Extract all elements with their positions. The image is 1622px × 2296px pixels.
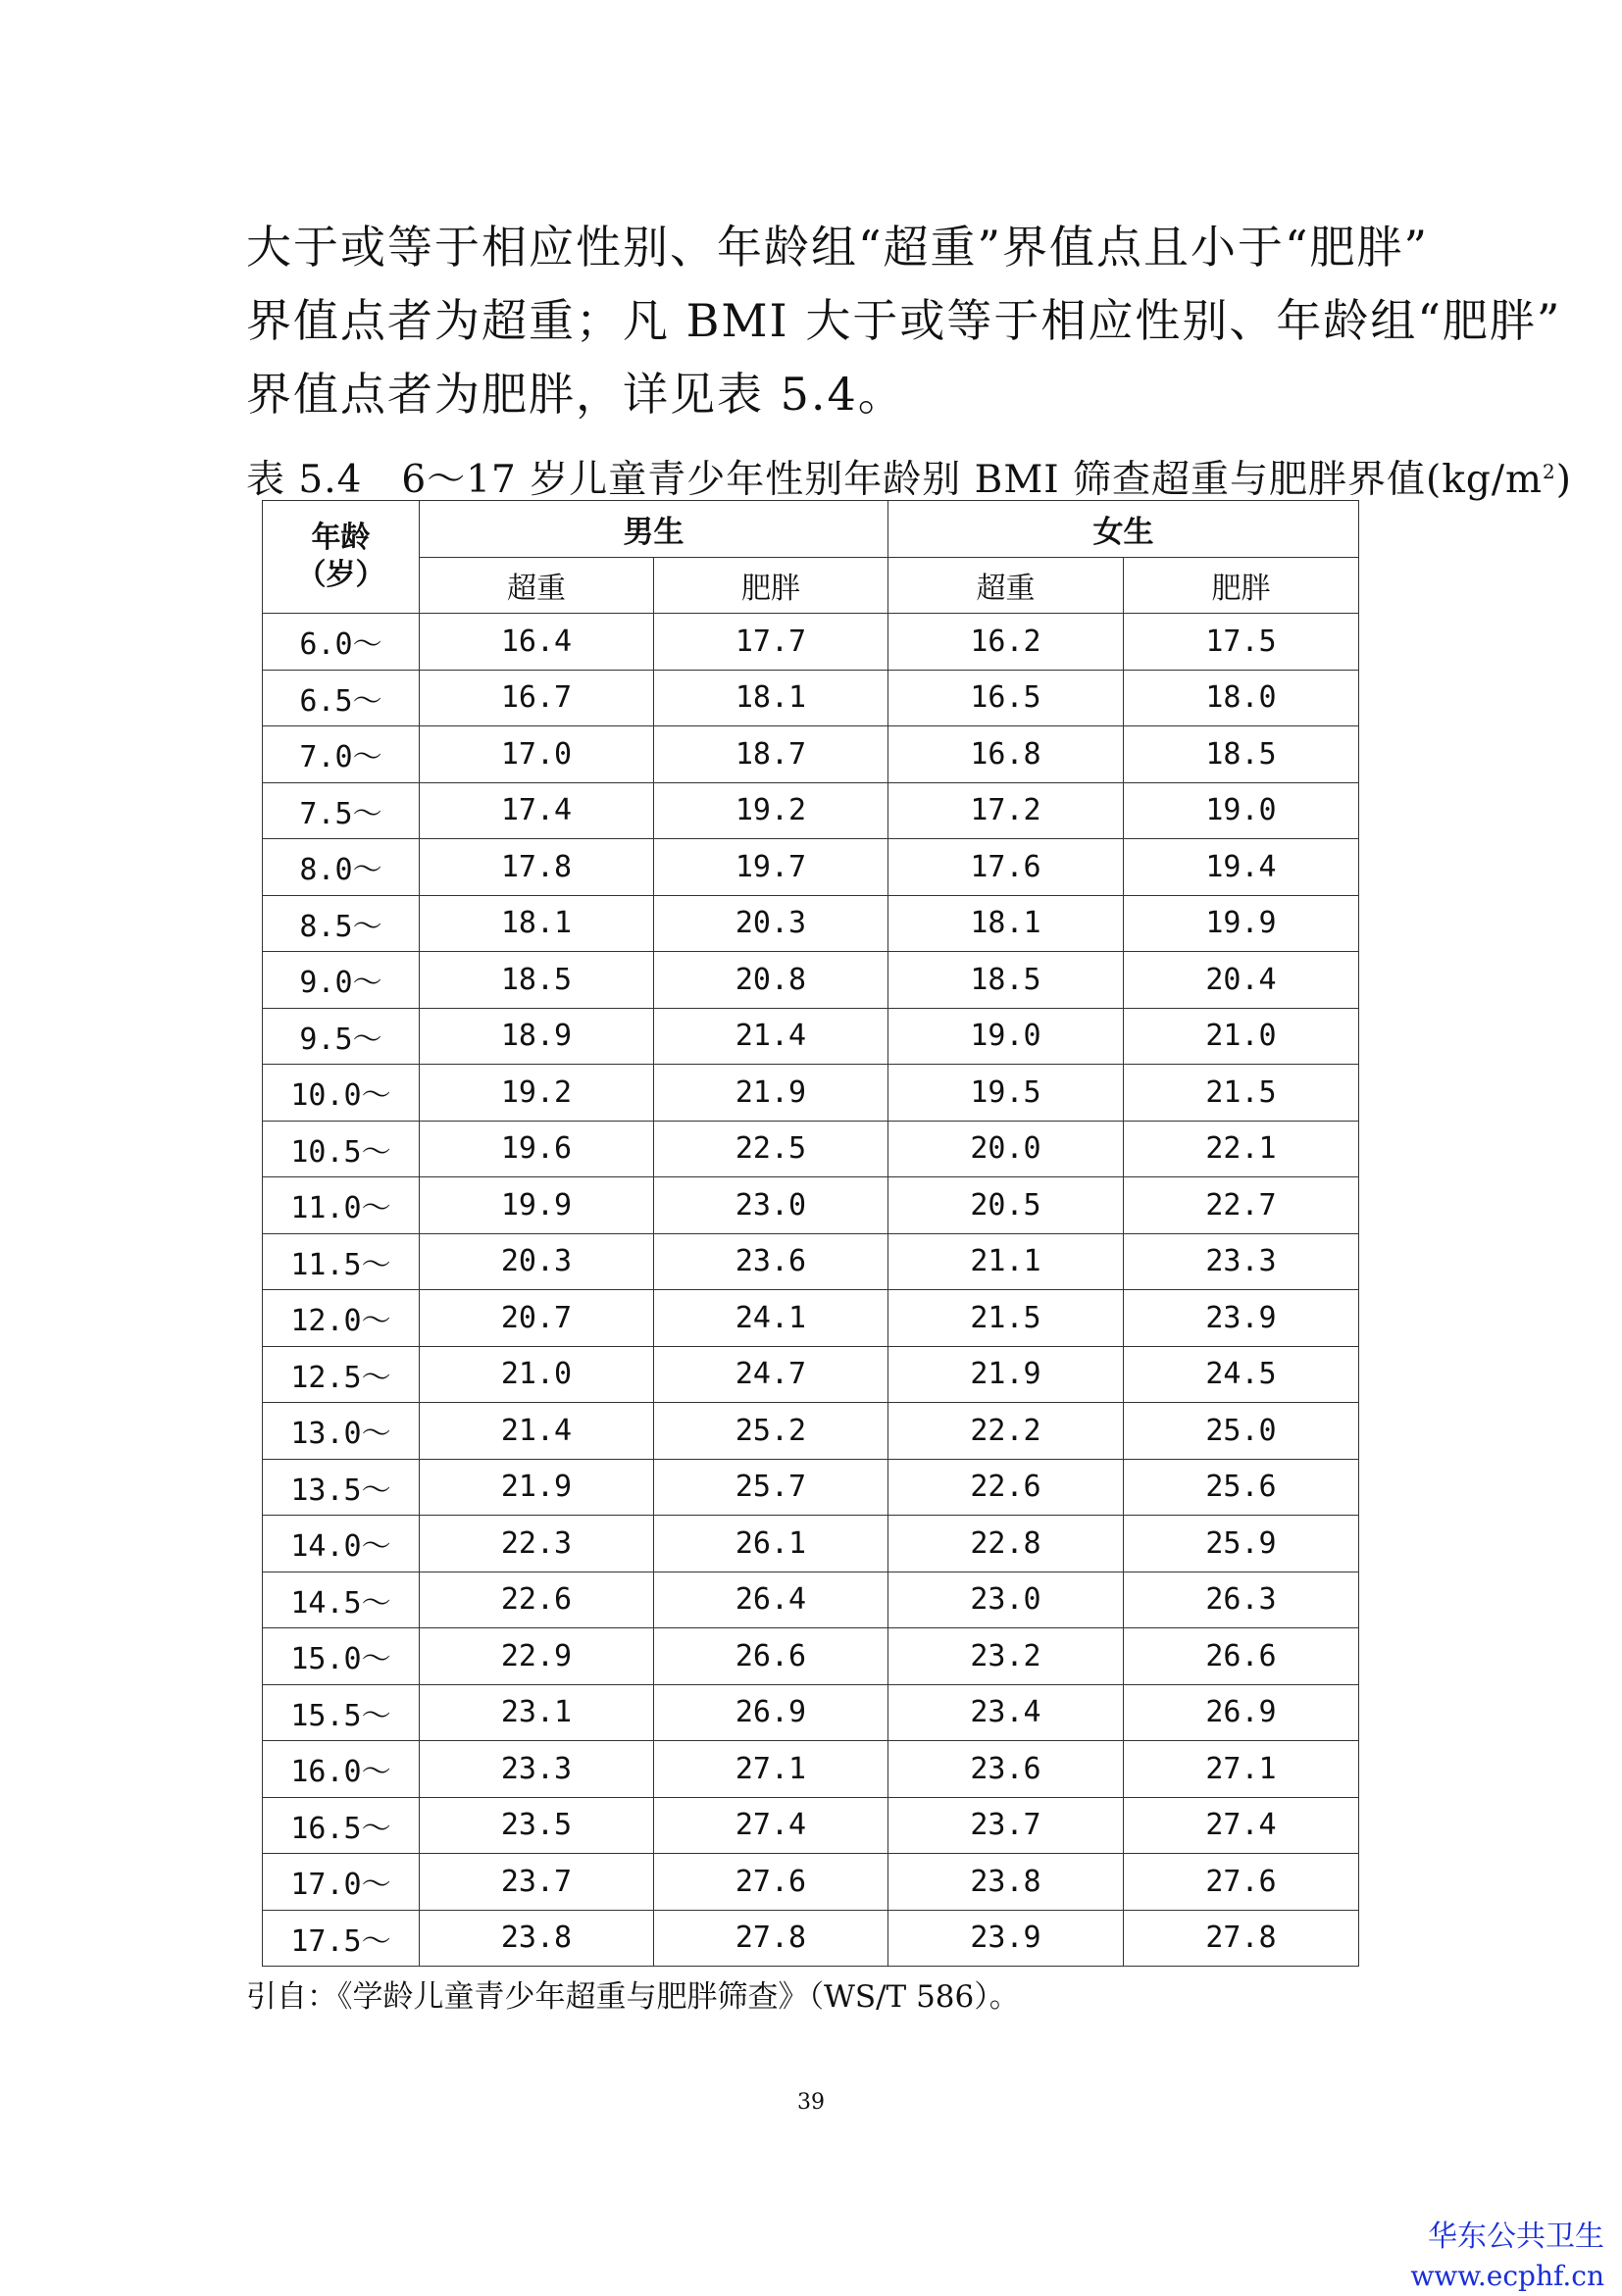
paragraph-line: 界值点者为肥胖，详见表 5.4。 bbox=[246, 368, 905, 421]
male-obese-cell: 24.7 bbox=[654, 1346, 888, 1403]
male-overweight-cell: 23.7 bbox=[420, 1854, 654, 1911]
male-obese-cell: 21.9 bbox=[654, 1065, 888, 1122]
female-obese-cell: 21.0 bbox=[1124, 1008, 1359, 1065]
paragraph-line: 大于或等于相应性别、年龄组“超重”界值点且小于“肥胖” bbox=[246, 221, 1430, 274]
female-obese-cell: 27.4 bbox=[1124, 1797, 1359, 1854]
body-paragraph bbox=[246, 211, 1562, 431]
table-row bbox=[263, 1403, 1359, 1460]
female-overweight-cell: 19.5 bbox=[888, 1065, 1124, 1122]
male-obese-cell: 27.1 bbox=[654, 1741, 888, 1798]
female-obese-cell: 22.1 bbox=[1124, 1121, 1359, 1177]
paragraph-line: 界值点者为超重；凡 BMI 大于或等于相应性别、年龄组“肥胖” bbox=[246, 294, 1562, 347]
female-obese-cell: 19.9 bbox=[1124, 895, 1359, 952]
female-overweight-cell: 23.6 bbox=[888, 1741, 1124, 1798]
female-obese-cell: 27.1 bbox=[1124, 1741, 1359, 1798]
table-row bbox=[263, 952, 1359, 1009]
male-overweight-cell: 21.0 bbox=[420, 1346, 654, 1403]
table-row bbox=[263, 895, 1359, 952]
table-row bbox=[263, 670, 1359, 726]
age-cell: 16.0～ bbox=[263, 1741, 420, 1798]
female-overweight-cell: 22.2 bbox=[888, 1403, 1124, 1460]
male-group-header: 男生 bbox=[420, 501, 888, 558]
male-overweight-cell: 22.9 bbox=[420, 1628, 654, 1685]
male-obese-cell: 26.6 bbox=[654, 1628, 888, 1685]
female-group-header: 女生 bbox=[888, 501, 1359, 558]
male-overweight-cell: 19.9 bbox=[420, 1177, 654, 1234]
watermark-name: 华东公共卫生 bbox=[1428, 2220, 1604, 2254]
age-cell: 11.5～ bbox=[263, 1233, 420, 1290]
table-source-note: 引自：《学龄儿童青少年超重与肥胖筛查》（WS/T 586）。 bbox=[246, 1979, 1020, 2015]
female-obese-header: 肥胖 bbox=[1124, 557, 1359, 614]
female-overweight-cell: 23.8 bbox=[888, 1854, 1124, 1911]
male-overweight-header: 超重 bbox=[420, 557, 654, 614]
male-overweight-cell: 17.4 bbox=[420, 782, 654, 839]
male-overweight-cell: 16.4 bbox=[420, 614, 654, 671]
male-obese-cell: 23.6 bbox=[654, 1233, 888, 1290]
male-overweight-cell: 18.5 bbox=[420, 952, 654, 1009]
age-cell: 12.0～ bbox=[263, 1290, 420, 1347]
female-obese-cell: 23.3 bbox=[1124, 1233, 1359, 1290]
female-obese-cell: 17.5 bbox=[1124, 614, 1359, 671]
female-overweight-cell: 17.2 bbox=[888, 782, 1124, 839]
age-cell: 17.0～ bbox=[263, 1854, 420, 1911]
female-obese-cell: 22.7 bbox=[1124, 1177, 1359, 1234]
male-overweight-cell: 17.0 bbox=[420, 726, 654, 783]
table-caption bbox=[246, 446, 1572, 506]
age-cell: 9.5～ bbox=[263, 1008, 420, 1065]
female-overweight-cell: 23.7 bbox=[888, 1797, 1124, 1854]
age-cell: 14.5～ bbox=[263, 1572, 420, 1628]
female-overweight-cell: 20.5 bbox=[888, 1177, 1124, 1234]
age-cell: 13.5～ bbox=[263, 1459, 420, 1516]
male-overweight-cell: 23.1 bbox=[420, 1684, 654, 1741]
table-header-row bbox=[263, 501, 1359, 558]
female-overweight-cell: 23.0 bbox=[888, 1572, 1124, 1628]
female-obese-cell: 20.4 bbox=[1124, 952, 1359, 1009]
male-obese-cell: 25.7 bbox=[654, 1459, 888, 1516]
table-row bbox=[263, 1910, 1359, 1967]
age-cell: 7.0～ bbox=[263, 726, 420, 783]
male-overweight-cell: 20.7 bbox=[420, 1290, 654, 1347]
male-obese-cell: 25.2 bbox=[654, 1403, 888, 1460]
age-cell: 9.0～ bbox=[263, 952, 420, 1009]
age-column-header bbox=[263, 501, 420, 614]
female-overweight-cell: 17.6 bbox=[888, 839, 1124, 896]
caption-unit-superscript: 2 bbox=[1542, 460, 1556, 483]
age-cell: 11.0～ bbox=[263, 1177, 420, 1234]
male-obese-cell: 26.9 bbox=[654, 1684, 888, 1741]
table-row bbox=[263, 1290, 1359, 1347]
female-obese-cell: 26.9 bbox=[1124, 1684, 1359, 1741]
age-cell: 8.5～ bbox=[263, 895, 420, 952]
female-overweight-cell: 20.0 bbox=[888, 1121, 1124, 1177]
male-obese-cell: 20.3 bbox=[654, 895, 888, 952]
female-overweight-cell: 18.1 bbox=[888, 895, 1124, 952]
male-overweight-cell: 23.5 bbox=[420, 1797, 654, 1854]
female-obese-cell: 18.0 bbox=[1124, 670, 1359, 726]
bmi-cutoff-table bbox=[262, 500, 1359, 1967]
female-obese-cell: 25.6 bbox=[1124, 1459, 1359, 1516]
table-row bbox=[263, 1065, 1359, 1122]
table-row bbox=[263, 1684, 1359, 1741]
table-row bbox=[263, 1516, 1359, 1572]
table-row bbox=[263, 1008, 1359, 1065]
female-obese-cell: 26.6 bbox=[1124, 1628, 1359, 1685]
female-obese-cell: 21.5 bbox=[1124, 1065, 1359, 1122]
female-obese-cell: 23.9 bbox=[1124, 1290, 1359, 1347]
female-obese-cell: 25.0 bbox=[1124, 1403, 1359, 1460]
male-overweight-cell: 19.6 bbox=[420, 1121, 654, 1177]
table-row bbox=[263, 1233, 1359, 1290]
male-overweight-cell: 16.7 bbox=[420, 670, 654, 726]
male-overweight-cell: 22.3 bbox=[420, 1516, 654, 1572]
caption-close: ) bbox=[1555, 458, 1572, 502]
age-cell: 10.5～ bbox=[263, 1121, 420, 1177]
female-overweight-cell: 22.8 bbox=[888, 1516, 1124, 1572]
female-obese-cell: 18.5 bbox=[1124, 726, 1359, 783]
female-obese-cell: 24.5 bbox=[1124, 1346, 1359, 1403]
male-overweight-cell: 19.2 bbox=[420, 1065, 654, 1122]
male-overweight-cell: 21.4 bbox=[420, 1403, 654, 1460]
male-overweight-cell: 23.8 bbox=[420, 1910, 654, 1967]
male-obese-cell: 17.7 bbox=[654, 614, 888, 671]
male-overweight-cell: 17.8 bbox=[420, 839, 654, 896]
female-overweight-cell: 23.9 bbox=[888, 1910, 1124, 1967]
table-row bbox=[263, 1346, 1359, 1403]
age-cell: 17.5～ bbox=[263, 1910, 420, 1967]
age-cell: 15.0～ bbox=[263, 1628, 420, 1685]
female-overweight-cell: 23.2 bbox=[888, 1628, 1124, 1685]
male-obese-cell: 19.2 bbox=[654, 782, 888, 839]
table-row bbox=[263, 614, 1359, 671]
age-cell: 7.5～ bbox=[263, 782, 420, 839]
male-obese-cell: 19.7 bbox=[654, 839, 888, 896]
male-obese-cell: 20.8 bbox=[654, 952, 888, 1009]
male-obese-cell: 26.1 bbox=[654, 1516, 888, 1572]
male-obese-cell: 26.4 bbox=[654, 1572, 888, 1628]
table-row bbox=[263, 1177, 1359, 1234]
table-row bbox=[263, 1854, 1359, 1911]
female-overweight-cell: 21.9 bbox=[888, 1346, 1124, 1403]
female-obese-cell: 27.6 bbox=[1124, 1854, 1359, 1911]
female-obese-cell: 25.9 bbox=[1124, 1516, 1359, 1572]
female-overweight-cell: 18.5 bbox=[888, 952, 1124, 1009]
male-obese-cell: 27.4 bbox=[654, 1797, 888, 1854]
male-overweight-cell: 18.1 bbox=[420, 895, 654, 952]
male-overweight-cell: 22.6 bbox=[420, 1572, 654, 1628]
female-obese-cell: 26.3 bbox=[1124, 1572, 1359, 1628]
male-obese-header: 肥胖 bbox=[654, 557, 888, 614]
table-body bbox=[263, 614, 1359, 1967]
male-overweight-cell: 23.3 bbox=[420, 1741, 654, 1798]
table-row bbox=[263, 1628, 1359, 1685]
female-obese-cell: 27.8 bbox=[1124, 1910, 1359, 1967]
watermark-url: www.ecphf.cn bbox=[1410, 2260, 1604, 2292]
table-row bbox=[263, 1459, 1359, 1516]
watermark bbox=[1410, 2218, 1604, 2296]
female-overweight-cell: 21.5 bbox=[888, 1290, 1124, 1347]
female-obese-cell: 19.0 bbox=[1124, 782, 1359, 839]
caption-text: 表 5.4 6～17 岁儿童青少年性别年龄别 BMI 筛查超重与肥胖界值(kg/m bbox=[246, 458, 1543, 502]
age-cell: 8.0～ bbox=[263, 839, 420, 896]
male-overweight-cell: 18.9 bbox=[420, 1008, 654, 1065]
age-cell: 14.0～ bbox=[263, 1516, 420, 1572]
page-number: 39 bbox=[797, 2090, 825, 2115]
female-overweight-header: 超重 bbox=[888, 557, 1124, 614]
male-obese-cell: 22.5 bbox=[654, 1121, 888, 1177]
table-row bbox=[263, 1572, 1359, 1628]
male-obese-cell: 27.8 bbox=[654, 1910, 888, 1967]
female-overweight-cell: 16.5 bbox=[888, 670, 1124, 726]
female-overweight-cell: 19.0 bbox=[888, 1008, 1124, 1065]
male-overweight-cell: 20.3 bbox=[420, 1233, 654, 1290]
male-obese-cell: 23.0 bbox=[654, 1177, 888, 1234]
table-row bbox=[263, 782, 1359, 839]
age-cell: 16.5～ bbox=[263, 1797, 420, 1854]
table-row bbox=[263, 1797, 1359, 1854]
male-obese-cell: 27.6 bbox=[654, 1854, 888, 1911]
female-overweight-cell: 23.4 bbox=[888, 1684, 1124, 1741]
age-cell: 15.5～ bbox=[263, 1684, 420, 1741]
age-header-unit: （岁） bbox=[296, 558, 385, 592]
age-cell: 13.0～ bbox=[263, 1403, 420, 1460]
table-row bbox=[263, 839, 1359, 896]
male-obese-cell: 18.1 bbox=[654, 670, 888, 726]
female-overweight-cell: 21.1 bbox=[888, 1233, 1124, 1290]
table-row bbox=[263, 1121, 1359, 1177]
table-subheader-row bbox=[263, 557, 1359, 614]
female-overweight-cell: 16.8 bbox=[888, 726, 1124, 783]
age-header-label: 年龄 bbox=[311, 521, 371, 555]
female-overweight-cell: 22.6 bbox=[888, 1459, 1124, 1516]
male-overweight-cell: 21.9 bbox=[420, 1459, 654, 1516]
table-row bbox=[263, 1741, 1359, 1798]
male-obese-cell: 21.4 bbox=[654, 1008, 888, 1065]
age-cell: 6.5～ bbox=[263, 670, 420, 726]
age-cell: 12.5～ bbox=[263, 1346, 420, 1403]
age-cell: 10.0～ bbox=[263, 1065, 420, 1122]
female-overweight-cell: 16.2 bbox=[888, 614, 1124, 671]
age-cell: 6.0～ bbox=[263, 614, 420, 671]
male-obese-cell: 18.7 bbox=[654, 726, 888, 783]
male-obese-cell: 24.1 bbox=[654, 1290, 888, 1347]
table-row bbox=[263, 726, 1359, 783]
female-obese-cell: 19.4 bbox=[1124, 839, 1359, 896]
